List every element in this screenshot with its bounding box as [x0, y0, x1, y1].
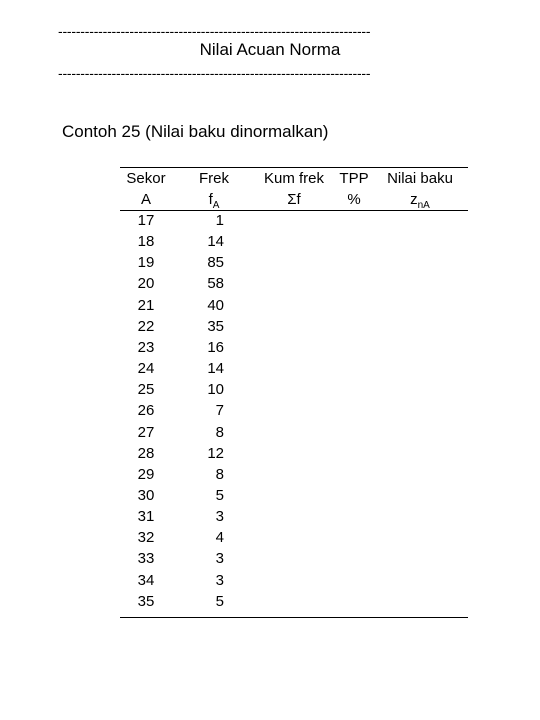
frek-cell: 35: [207, 317, 224, 335]
frek-cell: 8: [215, 465, 224, 483]
sekor-cell: 20: [137, 275, 155, 293]
header-nilai-baku: Nilai baku: [387, 170, 453, 187]
frek-cell: 3: [215, 571, 224, 589]
sekor-cell: 32: [137, 529, 155, 547]
header-kum-frek: Kum frek: [263, 170, 324, 187]
frek-cell: 3: [215, 550, 224, 568]
header-tpp: TPP: [339, 170, 369, 187]
sekor-cell: 17: [137, 212, 155, 229]
header-tpp-symbol: [334, 190, 374, 210]
sekor-cell: 28: [137, 444, 155, 462]
sekor-cell: 35: [137, 592, 155, 610]
frek-cell: 14: [207, 233, 224, 251]
symbol-z-subscript: nA: [417, 200, 430, 211]
frek-cell: 1: [215, 212, 224, 229]
sekor-cell: 33: [137, 550, 155, 568]
frek-cell: 4: [215, 529, 224, 547]
frek-cell: 58: [207, 275, 224, 293]
frek-cell: 10: [207, 381, 224, 399]
frek-cell: 5: [215, 486, 224, 504]
sekor-cell: 25: [137, 381, 155, 399]
frek-cell: 40: [207, 296, 224, 314]
sekor-cell: 30: [137, 486, 155, 504]
sekor-cell: 24: [137, 360, 155, 378]
symbol-f-subscript: A: [212, 200, 220, 211]
sekor-cell: 29: [137, 465, 155, 483]
sekor-cell: 19: [137, 254, 155, 272]
sekor-cell: 31: [137, 508, 155, 526]
page-title: Nilai Acuan Norma: [199, 40, 341, 59]
sekor-cell: 26: [137, 402, 155, 420]
frek-cell: 8: [215, 423, 224, 441]
bottom-dashed-rule: ----------------------------------------------------------------------: [58, 65, 371, 81]
frek-cell: 85: [207, 254, 224, 272]
frek-cell: 14: [207, 360, 224, 378]
symbol-a: A: [140, 191, 151, 208]
frek-cell: 12: [207, 444, 224, 462]
header-kum-symbol: [256, 190, 332, 210]
table-top-rule: [120, 167, 468, 168]
sekor-cell: 27: [137, 423, 155, 441]
sekor-cell: 34: [137, 571, 155, 589]
header-nilai-symbol: [380, 190, 460, 216]
example-subtitle: Contoh 25 (Nilai baku dinormalkan): [62, 122, 329, 141]
symbol-sigma-f: Σf: [287, 191, 301, 208]
top-dashed-rule: ----------------------------------------------------------------------: [58, 23, 371, 39]
table-bottom-rule: [120, 617, 468, 618]
sekor-cell: 22: [137, 317, 155, 335]
symbol-z: z: [410, 191, 418, 208]
frek-cell: 16: [207, 338, 224, 356]
sekor-cell: 23: [137, 338, 155, 356]
symbol-percent: %: [347, 191, 361, 208]
sekor-cell: 18: [137, 233, 155, 251]
header-sekor: Sekor: [126, 170, 166, 187]
header-frek: Frek: [199, 170, 229, 187]
sekor-cell: 21: [137, 296, 155, 314]
header-sekor-symbol: [118, 190, 174, 210]
frek-cell: 3: [215, 508, 224, 526]
frek-cell: 7: [215, 402, 224, 420]
symbol-f: f: [208, 191, 213, 208]
frek-cell: 5: [215, 592, 224, 610]
